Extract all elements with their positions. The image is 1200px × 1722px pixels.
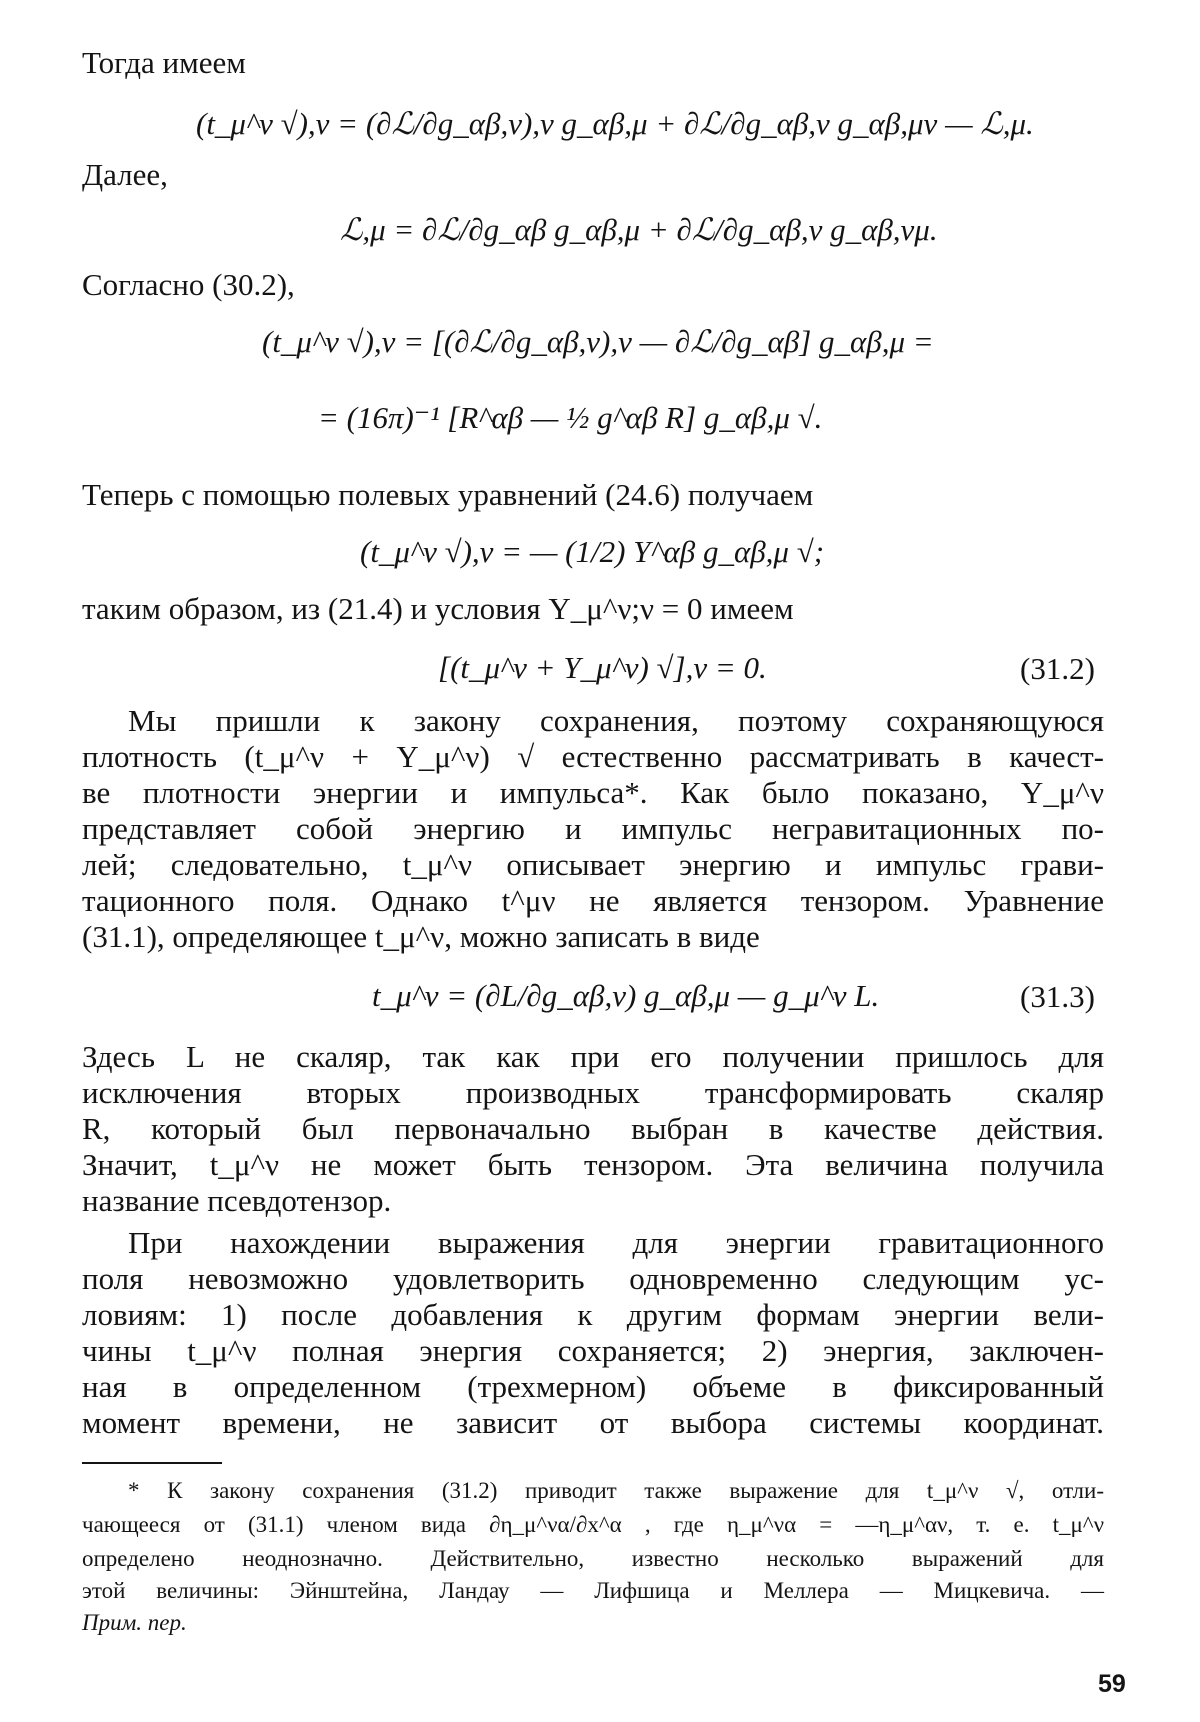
paragraph-line: поля невозможно удовлетворить одновременно следующим ус- [82,1261,1104,1296]
equation: t_μ^ν = (∂L/∂g_αβ,ν) g_αβ,μ — g_μ^ν L. [372,978,880,1013]
text-line: Далее, [82,157,168,192]
paragraph-line: момент времени, не зависит от выбора системы координат. [82,1405,1104,1440]
paragraph-line: Мы пришли к закону сохранения, поэтому сохраняющуюся [128,703,1104,738]
text-line: таким образом, из (21.4) и условия Y_μ^ν;ν = 0 имеем [82,591,794,626]
text-line: Тогда имеем [82,45,246,80]
footnote-line: * К закону сохранения (31.2) приводит также выражение для t_μ^ν √, отли- [128,1478,1104,1503]
paragraph-line: лей; следовательно, t_μ^ν описывает энергию и импульс грави- [82,847,1104,882]
equation: (t_μ^ν √),ν = [(∂ℒ/∂g_αβ,ν),ν — ∂ℒ/∂g_αβ] g_αβ,μ = [262,324,934,359]
paragraph-line: исключения вторых производных трансформировать скаляр [82,1075,1104,1110]
paragraph-line: представляет собой энергию и импульс негравитационных по- [82,811,1104,846]
equation: [(t_μ^ν + Y_μ^ν) √],ν = 0. [438,650,767,685]
equation-number: (31.3) [1020,979,1095,1014]
equation: ℒ,μ = ∂ℒ/∂g_αβ g_αβ,μ + ∂ℒ/∂g_αβ,ν g_αβ,νμ. [340,212,938,247]
equation: (t_μ^ν √),ν = (∂ℒ/∂g_αβ,ν),ν g_αβ,μ + ∂ℒ/∂g_αβ,ν g_αβ,μν — ℒ,μ. [196,106,1034,141]
paragraph-line: Значит, t_μ^ν не может быть тензором. Эта величина получила [82,1147,1104,1182]
paragraph-line: плотность (t_μ^ν + Y_μ^ν) √ естественно рассматривать в качест- [82,739,1104,774]
footnote-line: чающееся от (31.1) членом вида ∂η_μ^να/∂x^α , где η_μ^να = —η_μ^αν, т. е. t_μ^ν [82,1512,1104,1537]
page-number: 59 [1098,1670,1126,1698]
text-line: Согласно (30.2), [82,267,295,302]
footnote-line: этой величины: Эйнштейна, Ландау — Лифшица и Меллера — Мицкевича. — [82,1578,1104,1603]
paragraph-line: чины t_μ^ν полная энергия сохраняется; 2) энергия, заключен- [82,1333,1104,1368]
equation: (t_μ^ν √),ν = — (1/2) Y^αβ g_αβ,μ √; [360,534,825,569]
paragraph-line: ловиям: 1) после добавления к другим формам энергии вели- [82,1297,1104,1332]
footnote-divider [82,1462,222,1464]
paragraph-line: (31.1), определяющее t_μ^ν, можно записать в виде [82,919,760,954]
paragraph-line: название псевдотензор. [82,1183,392,1218]
equation-number: (31.2) [1020,651,1095,686]
paragraph-line: ная в определенном (трехмерном) объеме в фиксированный [82,1369,1104,1404]
text-line: Теперь с помощью полевых уравнений (24.6) получаем [82,477,814,512]
paragraph-line: тационного поля. Однако t^μν не является тензором. Уравнение [82,883,1104,918]
footnote-line: Прим. пер. [82,1610,187,1635]
equation: = (16π)⁻¹ [R^αβ — ½ g^αβ R] g_αβ,μ √. [318,400,823,435]
paragraph-line: Здесь L не скаляр, так как при его получении пришлось для [82,1039,1104,1074]
paragraph-line: ве плотности энергии и импульса*. Как было показано, Y_μ^ν [82,775,1104,810]
footnote-line: определено неоднозначно. Действительно, известно несколько выражений для [82,1546,1104,1571]
paragraph-line: R, который был первоначально выбран в качестве действия. [82,1111,1104,1146]
paragraph-line: При нахождении выражения для энергии гравитационного [128,1225,1104,1260]
